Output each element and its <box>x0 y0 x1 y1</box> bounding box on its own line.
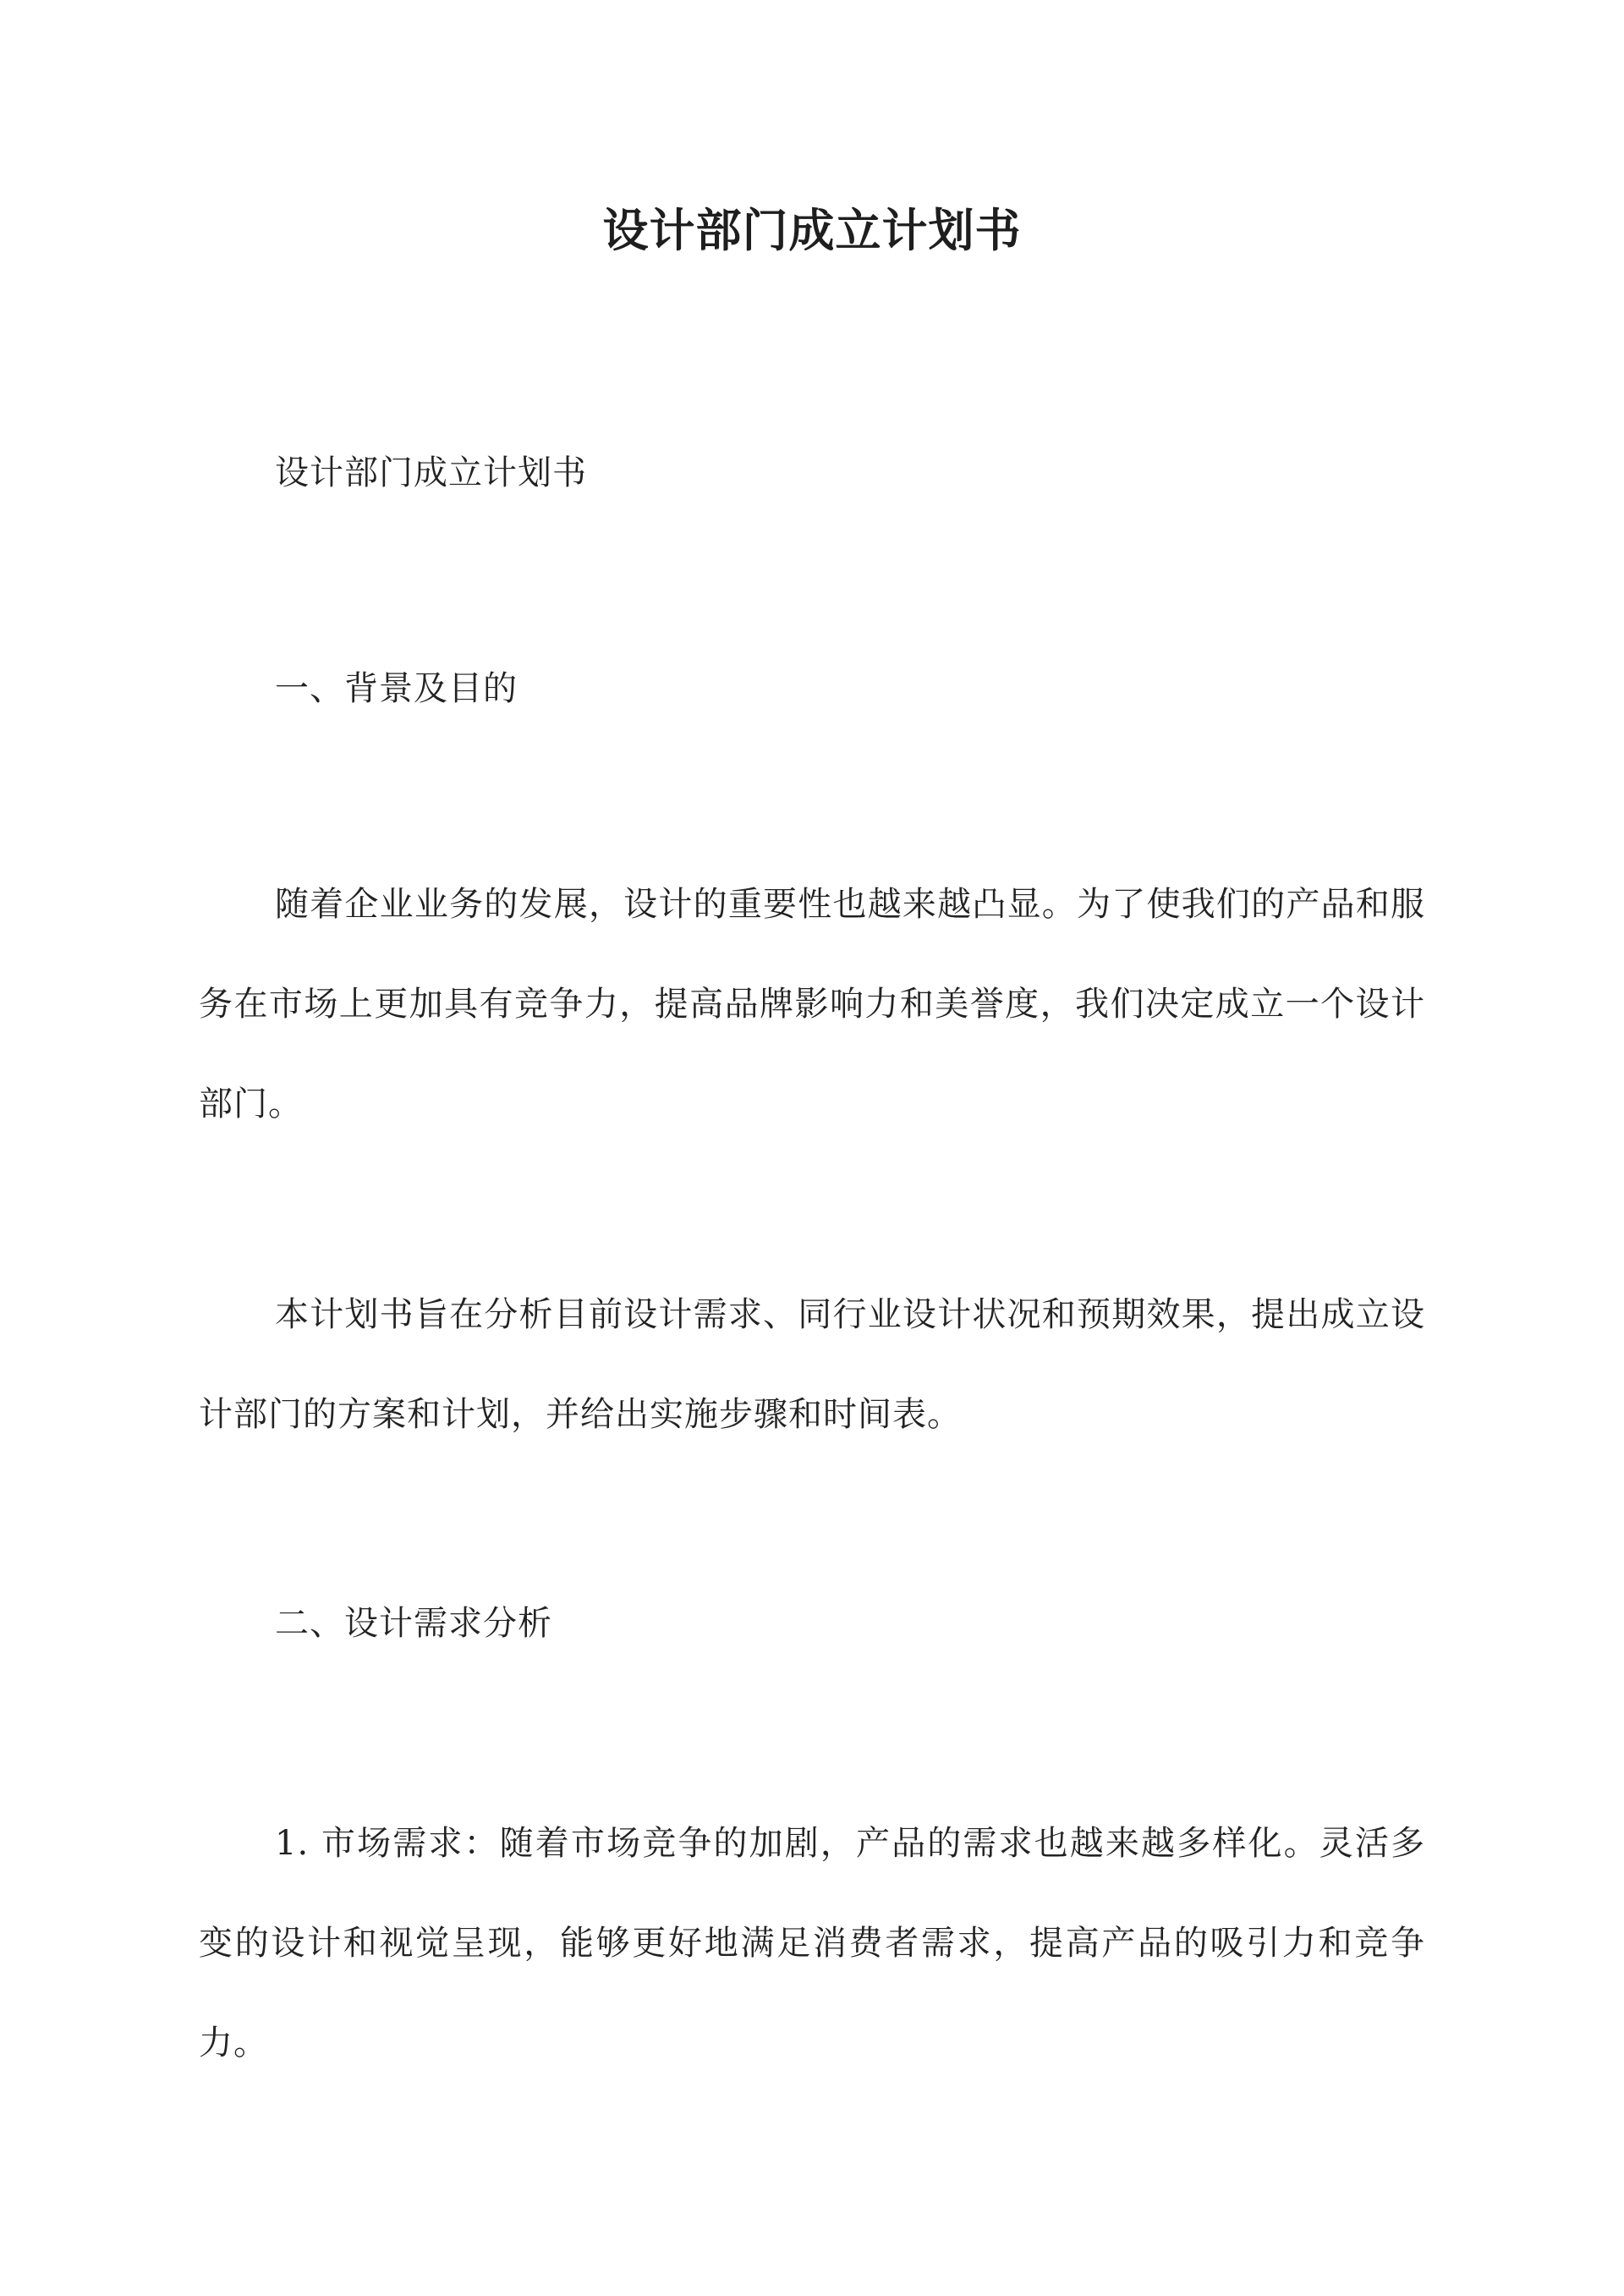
paragraph-background-purpose: 随着企业业务的发展，设计的重要性也越来越凸显。为了使我们的产品和服务在市场上更加具有竞争力，提高品牌影响力和美誉度，我们决定成立一个设计部门。 <box>199 885 1425 1123</box>
section-heading-background: 一、背景及目的 <box>275 669 518 708</box>
paragraph-market-demand: 1. 市场需求：随着市场竞争的加剧，产品的需求也越来越多样化。灵活多变的设计和视觉呈现，能够更好地满足消费者需求，提高产品的吸引力和竞争力。 <box>199 1824 1425 2063</box>
section-heading-demand-analysis: 二、设计需求分析 <box>275 1604 552 1643</box>
document-subtitle: 设计部门成立计划书 <box>275 453 587 492</box>
document-title: 设计部门成立计划书 <box>602 203 1022 257</box>
paragraph-plan-scope: 本计划书旨在分析目前设计需求、同行业设计状况和预期效果，提出成立设计部门的方案和计划，并给出实施步骤和时间表。 <box>199 1295 1425 1434</box>
